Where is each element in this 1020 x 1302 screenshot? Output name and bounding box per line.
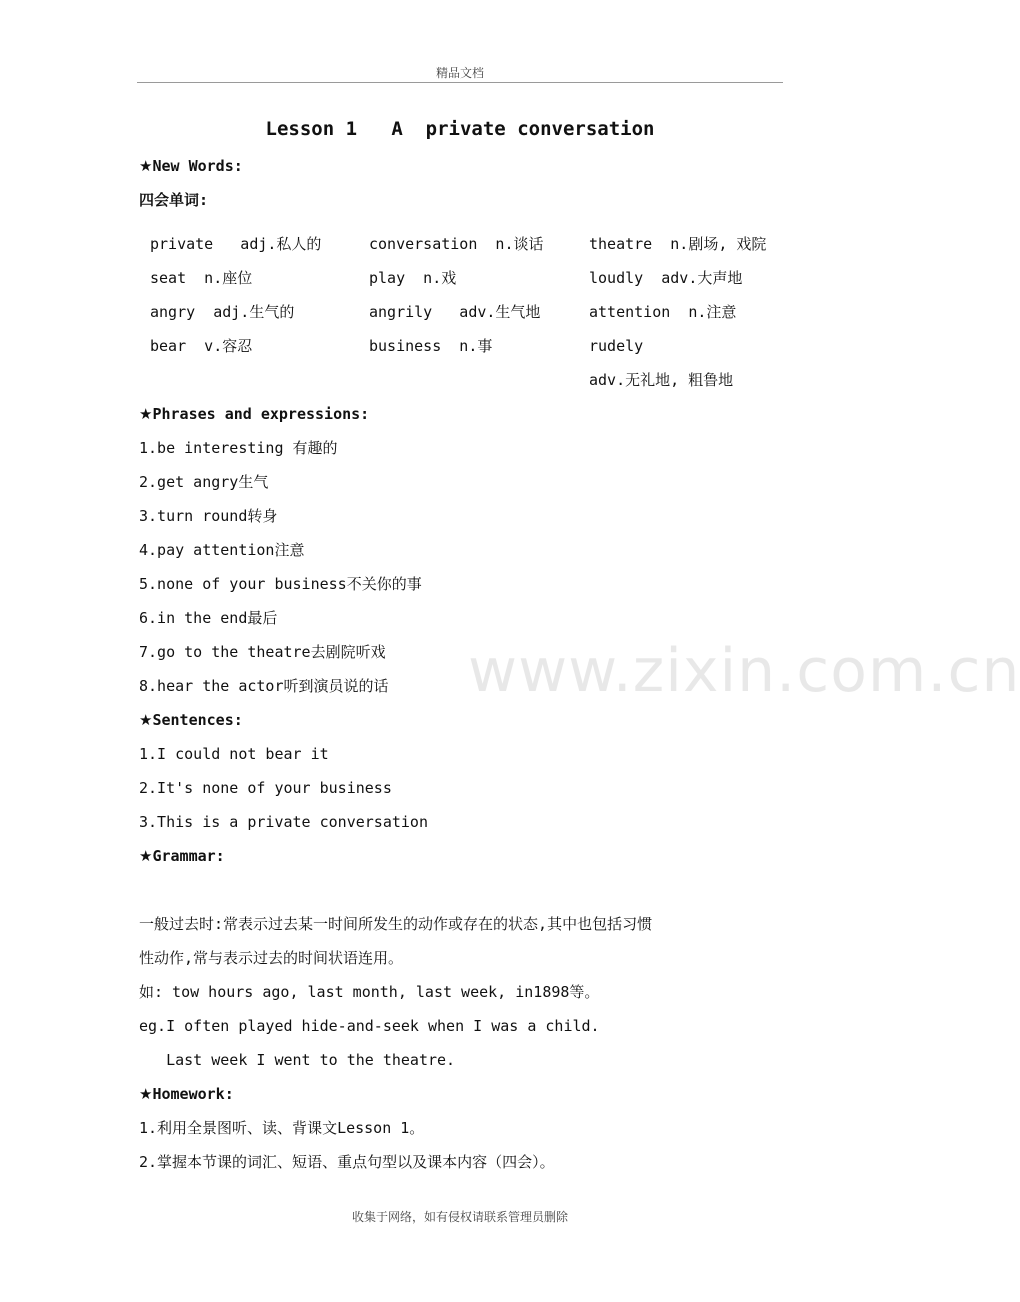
grammar-heading (139, 846, 225, 866)
phrase-item: 2.get angry生气 (139, 473, 269, 491)
phrase-item: 7.go to the theatre去剧院听戏 (139, 643, 386, 661)
word-cell: seat n.座位 (150, 269, 253, 287)
word-cell: angry adj.生气的 (150, 303, 295, 321)
watermark: www.zixin.com.cn (468, 636, 1020, 706)
word-cell: angrily adv.生气地 (369, 303, 541, 321)
sentence-item: 1.I could not bear it (139, 745, 329, 763)
word-cell: adv.无礼地, 粗鲁地 (589, 371, 734, 389)
homework-heading-text: Homework: (152, 1085, 234, 1103)
phrases-heading-text: Phrases and expressions: (152, 405, 370, 423)
star-icon: ★ (139, 847, 153, 865)
sentence-item: 3.This is a private conversation (139, 813, 428, 831)
word-cell: rudely (589, 337, 644, 355)
word-cell: conversation n.谈话 (369, 235, 544, 253)
sentence-item: 2.It's none of your business (139, 779, 392, 797)
word-cell: play n.戏 (369, 269, 457, 287)
word-cell: private adj.私人的 (150, 235, 322, 253)
word-cell: theatre n.剧场, 戏院 (589, 235, 767, 253)
homework-heading (139, 1084, 234, 1104)
homework-item: 1.利用全景图听、读、背课文Lesson 1。 (139, 1119, 425, 1137)
phrase-item: 6.in the end最后 (139, 609, 278, 627)
star-icon: ★ (139, 1085, 153, 1103)
phrase-item: 1.be interesting 有趣的 (139, 439, 338, 457)
phrase-item: 8.hear the actor听到演员说的话 (139, 677, 389, 695)
grammar-example: Last week I went to the theatre. (139, 1051, 456, 1069)
word-cell: attention n.注意 (589, 303, 737, 321)
grammar-line: 一般过去时:常表示过去某一时间所发生的动作或存在的状态,其中也包括习惯 (139, 915, 653, 933)
word-cell: bear v.容忍 (150, 337, 253, 355)
four-skill-words-subheading: 四会单词: (139, 191, 209, 209)
homework-item: 2.掌握本节课的词汇、短语、重点句型以及课本内容（四会）。 (139, 1153, 555, 1171)
word-cell: business n.事 (369, 337, 493, 355)
phrase-item: 4.pay attention注意 (139, 541, 305, 559)
page-footer: 收集于网络，如有侵权请联系管理员删除 (351, 1210, 568, 1224)
phrases-heading (139, 404, 369, 424)
sentences-heading (139, 710, 243, 730)
grammar-heading-text: Grammar: (152, 847, 225, 865)
word-cell: loudly adv.大声地 (589, 269, 743, 287)
grammar-line: 性动作,常与表示过去的时间状语连用。 (139, 949, 404, 967)
new-words-heading-text: New Words: (152, 157, 243, 175)
phrase-item: 3.turn round转身 (139, 507, 278, 525)
new-words-heading (139, 156, 243, 176)
header-rule (137, 82, 783, 83)
grammar-example: eg.I often played hide-and-seek when I was a child. (139, 1017, 600, 1035)
page-header: 精品文档 (435, 66, 484, 80)
star-icon: ★ (139, 157, 153, 175)
star-icon: ★ (139, 711, 153, 729)
star-icon: ★ (139, 405, 153, 423)
sentences-heading-text: Sentences: (152, 711, 243, 729)
grammar-line: 如: tow hours ago, last month, last week, in1898等。 (139, 983, 600, 1001)
lesson-title: Lesson 1 A private conversation (265, 118, 655, 140)
phrase-item: 5.none of your business不关你的事 (139, 575, 422, 593)
